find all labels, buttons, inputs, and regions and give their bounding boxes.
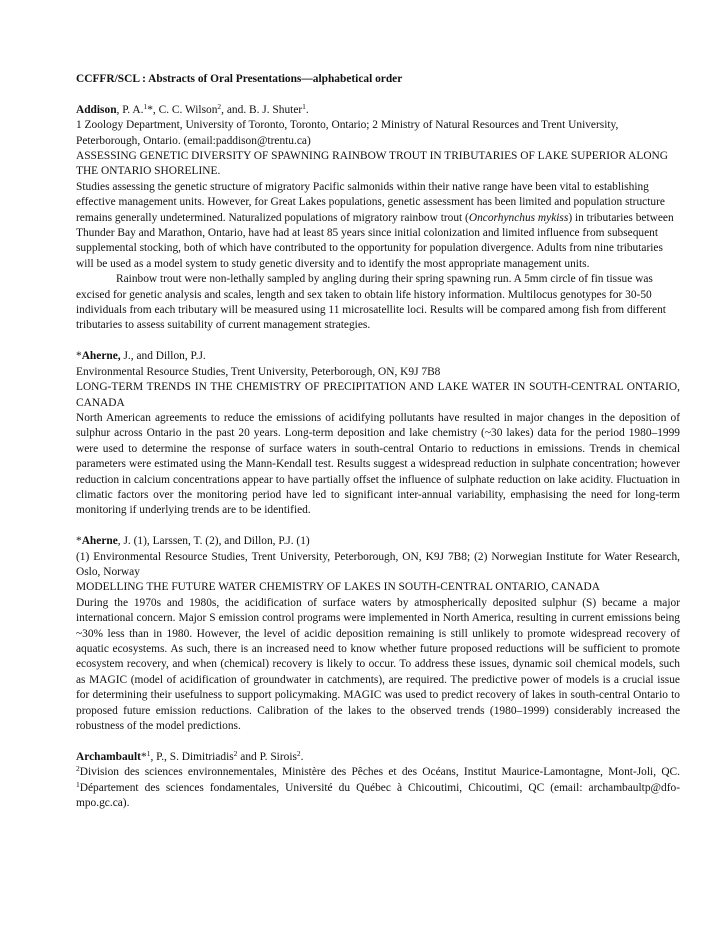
abstract-aherne-modelling — [76, 534, 680, 734]
abstract-title: LONG-TERM TRENDS IN THE CHEMISTRY OF PRECIPITATION AND LAKE WATER IN SOUTH-CENTRAL ONTARIO, CANADA — [76, 381, 680, 409]
abstract-body: During the 1970s and 1980s, the acidification of surface waters by atmospherically deposited sulphur (S) became a major international concern. Major S emission control programs were implemented in North America, resulting in current emissions being ~30% less than in 1980. However, the level of acidic deposition remaining is still unlikely to promote widespread recovery of aquatic ecosystems. As such, there is an increased need to know whether future proposed reductions will be sufficient to promote ecosystem recovery, and when (chemical) recovery is likely to occur. To address these issues, dynamic soil chemical models, such as MAGIC (model of acidification of groundwater in catchments), are required. The predictive power of models is a crucial issue for determining their usefulness to support policymaking. MAGIC was used to predict recovery of lakes in south-central Ontario to proposed future emission reductions. Calibration of the lakes to the observed trends (1980–1999) considerably increased the robustness of the model predictions. — [76, 596, 680, 733]
abstract-title: ASSESSING GENETIC DIVERSITY OF SPAWNING RAINBOW TROUT IN TRIBUTARIES OF LAKE SUPERIOR ALONG THE ONTARIO SHORELINE. — [76, 150, 668, 178]
affiliation: Environmental Resource Studies, Trent University, Peterborough, ON, K9J 7B8 — [76, 365, 441, 378]
author-line: *Aherne, J. (1), Larssen, T. (2), and Dillon, P.J. (1) — [76, 535, 310, 548]
abstract-addison — [76, 103, 680, 334]
author-name: Aherne — [81, 535, 118, 548]
author-name: Archambault — [76, 750, 141, 763]
abstract-body: North American agreements to reduce the emissions of acidifying pollutants have resulted in major changes in the deposition of sulphur across Ontario in the past 20 years. Long-term deposition and lake chemistry (~30 lakes) data for the period 1980–1999 were used to determine the response of surface waters in south-central Ontario to reductions in emissions. Trends in chemical parameters were estimated using the Mann-Kendall test. Results suggest a widespread reduction in sulphate concentration; however reduction in calcium concentrations appear to have partially offset the influence of sulphate reduction on lake acidity. Fluctuation in climatic factors over the monitoring period have led to significant inter-annual variability, emphasising the need for long-term monitoring if underlying trends are to be identified. — [76, 411, 680, 517]
affiliation: 1 Zoology Department, University of Toronto, Toronto, Ontario; 2 Ministry of Natural Resources and Trent University, Peterborough, Ontario. (email:paddison@trentu.ca) — [76, 119, 619, 147]
affiliation: $^2$Division des sciences environnementales, Ministère des Pêches et des Océans, Institut Maurice-Lamontagne, Mont-Joli, QC. $^1$Département des sciences fondamentales, Université du Québec à Chicoutimi, Chicoutimi, QC (email: archambaultp@dfo-mpo.gc.ca). — [76, 764, 680, 810]
abstract-aherne-trends — [76, 349, 680, 518]
author-name: Aherne, — [81, 350, 121, 363]
page-heading: CCFFR/SCL : Abstracts of Oral Presentations—alphabetical order — [76, 73, 403, 85]
abstract-title: MODELLING THE FUTURE WATER CHEMISTRY OF LAKES IN SOUTH-CENTRAL ONTARIO, CANADA — [76, 581, 600, 594]
abstract-archambault — [76, 750, 680, 812]
species-name: Oncorhynchus mykiss — [468, 211, 569, 224]
abstract-body: Studies assessing the genetic structure of migratory Pacific salmonids within their native range have been vital to establishing effective management units. However, for Great Lakes populations, genetic assessment has been limited and population structure remains generally undetermined. Naturalized populations of migratory rainbow trout (Oncorhynchus mykiss) in tributaries between Thunder Bay and Marathon, Ontario, have had at least 85 years since initial colonization and limited influence from subsequent supplemental stocking, both of which have contributed to the opportunity for population divergence. Adults from nine tributaries will be used as a model system to study genetic diversity and to identify the most appropriate management units. — [76, 180, 674, 270]
affiliation: (1) Environmental Resource Studies, Trent University, Peterborough, ON, K9J 7B8; (2) Norwegian Institute for Water Research, Oslo, Norway — [76, 550, 680, 578]
author-line: Addison, P. A.$^1$*, C. C. Wilson$^2$, and. B. J. Shuter$^1$. — [76, 101, 309, 116]
author-line: Archambault*$^1$, P., S. Dimitriadis$^2$ and P. Sirois$^2$. — [76, 748, 304, 763]
author-name: Addison — [76, 103, 117, 116]
author-line: *Aherne, J., and Dillon, P.J. — [76, 350, 206, 363]
abstract-body-continued: Rainbow trout were non-lethally sampled by angling during their spring spawning run. A 5mm circle of fin tissue was excised for genetic analysis and scales, length and sex taken to obtain life history information. Multilocus genotypes for 30-50 individuals from each tributary will be measured using 11 microsatellite loci. Results will be compared among fish from different tributaries to assess suitability of current management strategies. — [76, 273, 666, 332]
